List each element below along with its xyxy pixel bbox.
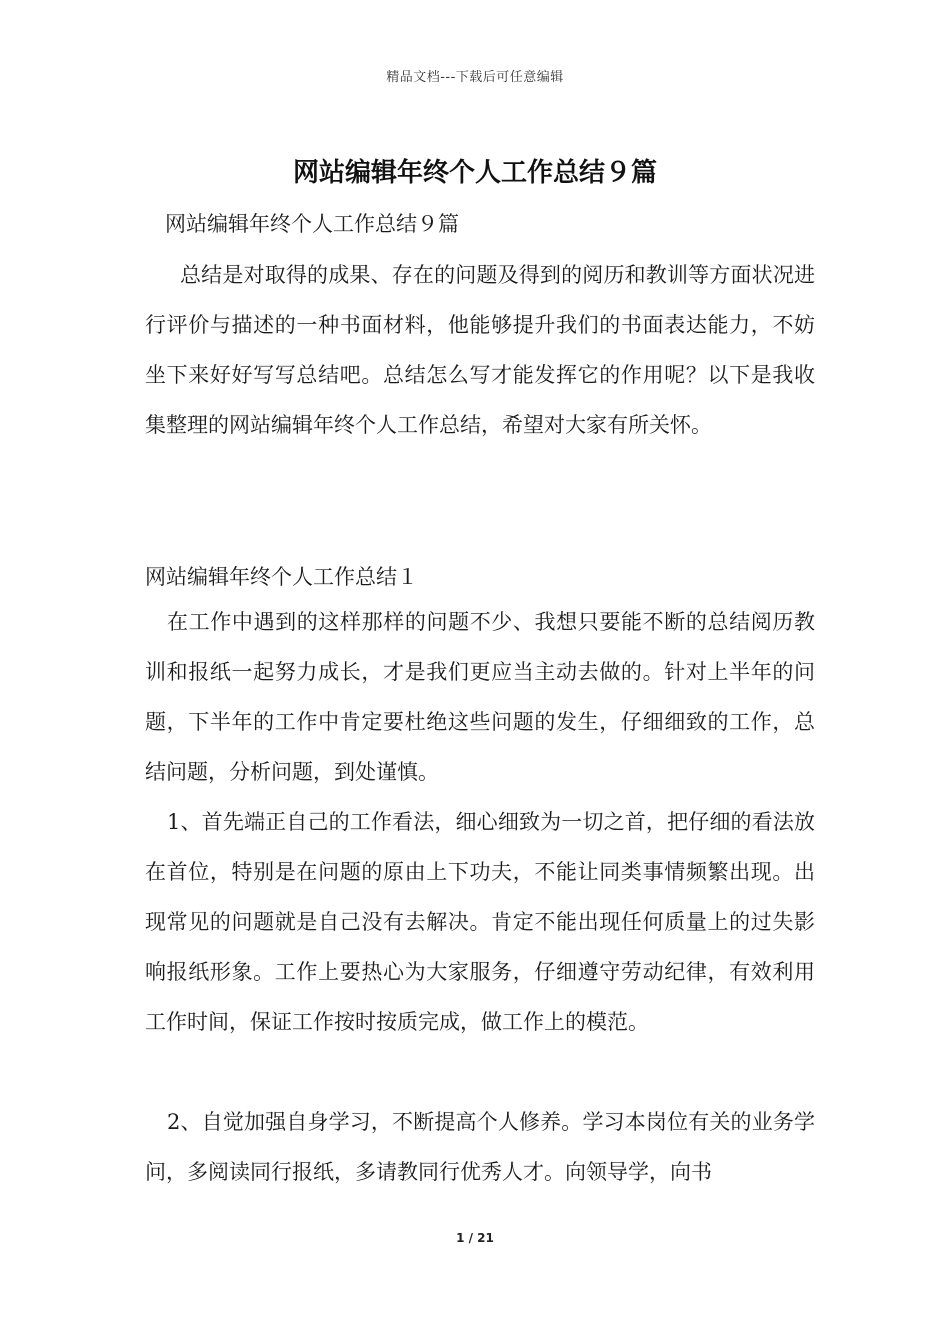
section-heading: 网站编辑年终个人工作总结１ <box>145 565 418 589</box>
intro-paragraph: 总结是对取得的成果、存在的问题及得到的阅历和教训等方面状况进行评价与描述的一种书面材料，他能够提升我们的书面表达能力，不妨坐下来好好写写总结吧。总结怎么写才能发挥它的作用呢？以下是我收集整理的网站编辑年终个人工作总结，希望对大家有所关怀。 <box>145 263 815 437</box>
document-subtitle: 网站编辑年终个人工作总结９篇 <box>165 212 459 236</box>
section-paragraph: 2、自觉加强自身学习，不断提高个人修养。学习本岗位有关的业务学问，多阅读同行报纸，多请教同行优秀人才。向领导学，向书 <box>145 1110 815 1184</box>
section-paragraph: 1、首先端正自己的工作看法，细心细致为一切之首，把仔细的看法放在首位，特别是在问题的原由上下功夫，不能让同类事情频繁出现。出现常见的问题就是自己没有去解决。肯定不能出现任何质量上的过失影响报纸形象。工作上要热心为大家服务，仔细遵守劳动纪律，有效利用工作时间，保证工作按时按质完成，做工作上的模范。 <box>145 810 815 1034</box>
header-note: 精品文档---下载后可任意编辑 <box>386 70 564 85</box>
document-title: 网站编辑年终个人工作总结９篇 <box>292 158 657 188</box>
section-paragraph: 在工作中遇到的这样那样的问题不少、我想只要能不断的总结阅历教训和报纸一起努力成长，才是我们更应当主动去做的。针对上半年的问题，下半年的工作中肯定要杜绝这些问题的发生，仔细细致的工作，总结问题，分析问题，到处谨慎。 <box>145 610 815 784</box>
page-number: 1 / 21 <box>456 1231 494 1245</box>
